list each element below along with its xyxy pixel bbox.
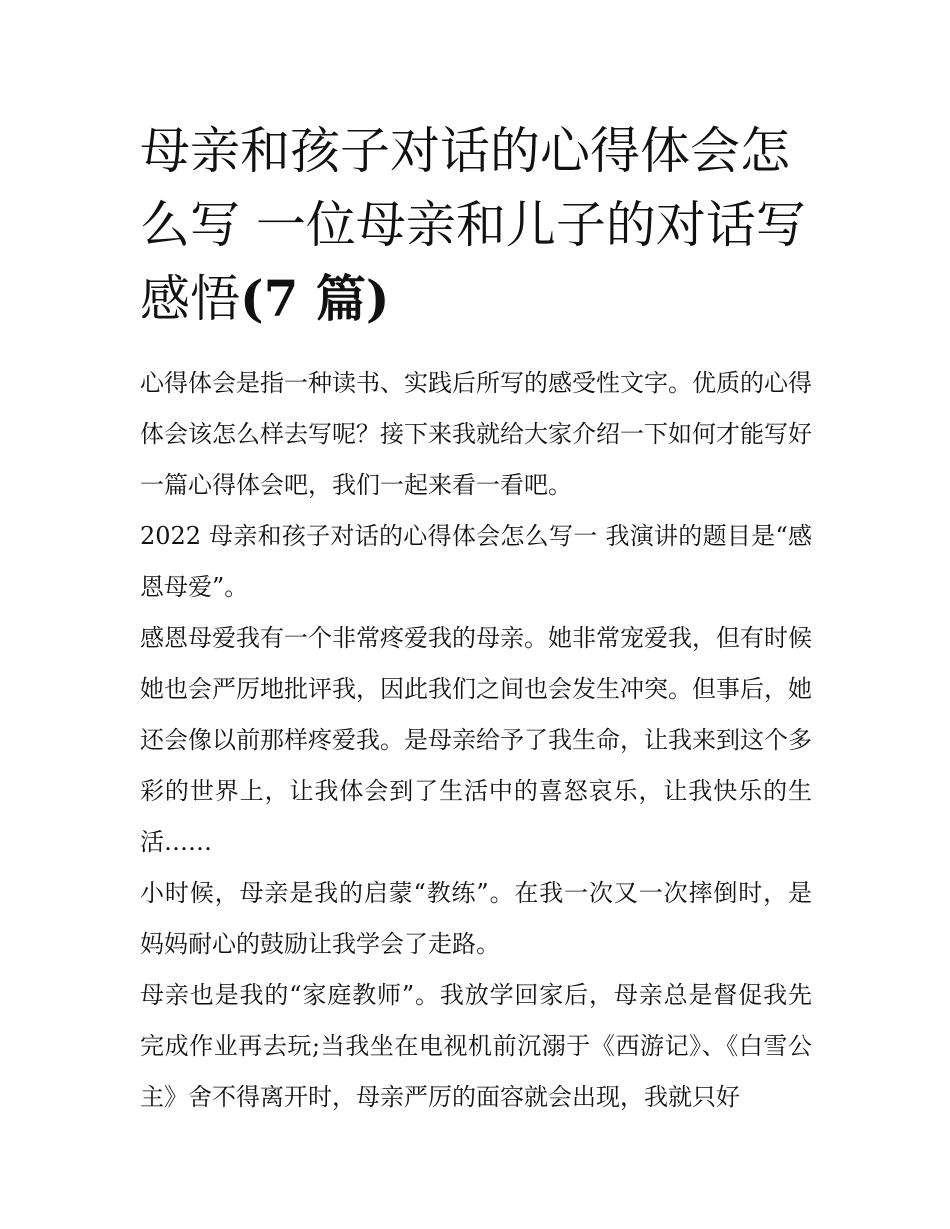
title-line-3-suffix: (7 篇) — [240, 269, 390, 328]
paragraph-childhood-coach: 小时候，母亲是我的启蒙“教练”。在我一次又一次摔倒时，是妈妈耐心的鼓励让我学会了走路。 — [140, 879, 812, 958]
document-body — [140, 358, 812, 1123]
title-line-1: 母亲和孩子对话的心得体会怎 — [140, 122, 790, 180]
title-line-3-prefix: 感悟 — [140, 270, 240, 328]
paragraph-intro: 心得体会是指一种读书、实践后所写的感受性文字。优质的心得体会该怎么样去写呢？接下来我就给大家介绍一下如何才能写好一篇心得体会吧，我们一起来看一看吧。 — [140, 369, 812, 499]
paragraph-grateful-mother: 感恩母爱我有一个非常疼爱我的母亲。她非常宠爱我，但有时候她也会严厉地批评我，因此我们之间也会发生冲突。但事后，她还会像以前那样疼爱我。是母亲给予了我生命，让我来到这个多彩的世界上，让我体会到了生活中的喜怒哀乐，让我快乐的生活…… — [140, 624, 812, 856]
paragraph-home-teacher: 母亲也是我的“家庭教师”。我放学回家后，母亲总是督促我先完成作业再去玩;当我坐在电视机前沉溺于《西游记》、《白雪公主》舍不得离开时，母亲严厉的面容就会出现，我就只好 — [140, 981, 812, 1111]
title-line-2: 么写 一位母亲和儿子的对话写 — [140, 196, 806, 254]
paragraph-speech-topic: 2022 母亲和孩子对话的心得体会怎么写一 我演讲的题目是“感恩母爱”。 — [140, 522, 812, 601]
document-title — [140, 114, 830, 336]
